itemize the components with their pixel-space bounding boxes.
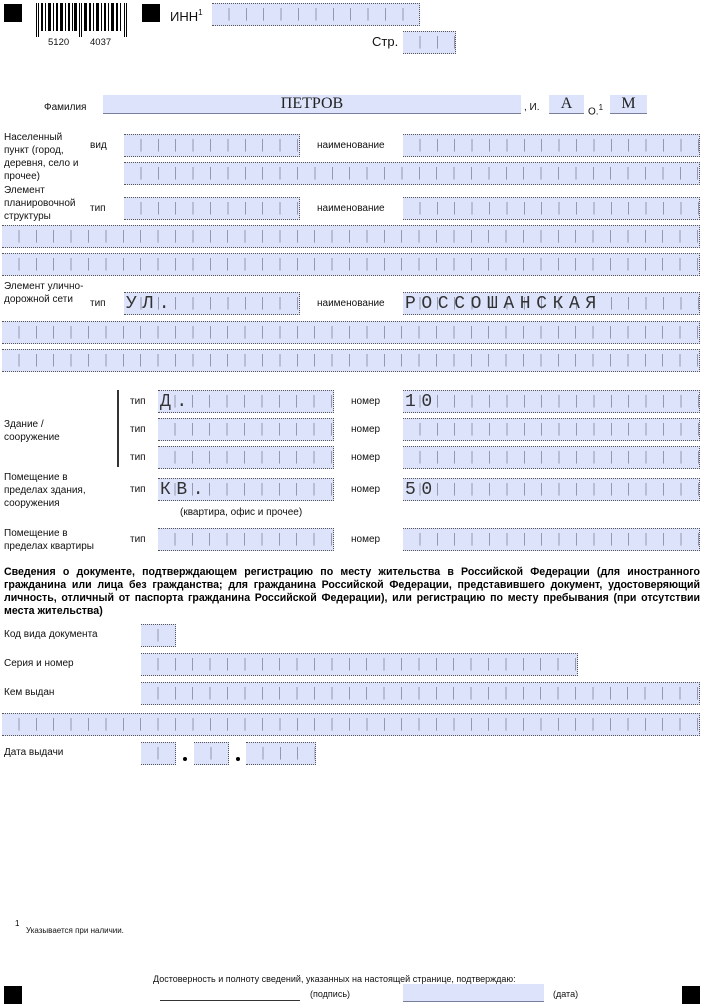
street-continuation-field-1[interactable] [2, 321, 700, 344]
date-separator-dot-2 [236, 757, 240, 761]
premises-type-field[interactable] [158, 478, 334, 501]
planning-structure-label: Элемент планировочной структуры [4, 185, 76, 222]
surname-value: ПЕТРОВ [280, 95, 344, 112]
settlement-name-label: наименование [317, 140, 385, 151]
premises-number-field[interactable] [403, 478, 700, 501]
street-name-field[interactable] [403, 292, 700, 315]
building-bracket-line [117, 390, 119, 467]
street-type-value: УЛ. [126, 294, 176, 314]
premises-hint: (квартира, офис и прочее) [180, 507, 303, 518]
planning-type-field[interactable] [124, 197, 300, 220]
confirmation-date-label: (дата) [553, 989, 579, 999]
room-number-field[interactable] [403, 528, 700, 551]
room-type-field[interactable] [158, 528, 334, 551]
street-type-label: тип [90, 298, 106, 309]
building-type-field-3[interactable] [158, 446, 334, 469]
document-issued-by-field[interactable] [141, 682, 700, 705]
premises-type-value: КВ. [160, 480, 210, 500]
document-code-field[interactable] [141, 624, 176, 647]
building-number-label-1: номер [351, 396, 381, 407]
street-name-value: РОССОШАНСКАЯ [405, 294, 602, 314]
settlement-name-continuation-field[interactable] [124, 162, 700, 185]
registration-marker-top-left [4, 4, 22, 22]
building-type-value-1: Д. [160, 392, 193, 412]
street-name-label: наименование [317, 298, 385, 309]
room-number-label: номер [351, 534, 381, 545]
initial-o-value: М [621, 95, 636, 112]
document-issued-by-continuation-field[interactable] [2, 713, 700, 736]
document-issued-by-label: Кем выдан [4, 687, 55, 698]
footnote-text: Указывается при наличии. [26, 926, 124, 935]
premises-type-label: тип [130, 484, 146, 495]
building-type-label-2: тип [130, 424, 146, 435]
street-element-label: Элемент улично-дорожной сети [4, 281, 84, 305]
planning-name-field[interactable] [403, 197, 700, 220]
initial-o-label-text: О. [588, 106, 599, 118]
registration-marker-top-mid [142, 4, 160, 22]
planning-continuation-field-2[interactable] [2, 253, 700, 276]
date-separator-dot-1 [183, 757, 187, 761]
page-number-field[interactable] [403, 31, 456, 54]
initial-i-label: , И. [524, 102, 540, 113]
signature-line[interactable] [160, 1000, 300, 1001]
building-number-label-3: номер [351, 452, 381, 463]
barcode-number-left: 5120 [48, 37, 70, 48]
signature-label: (подпись) [310, 989, 351, 999]
confirmation-text: Достоверность и полноту сведений, указанных на настоящей странице, подтверждаю: [153, 974, 516, 984]
surname-field[interactable] [103, 95, 521, 114]
building-number-field-3[interactable] [403, 446, 700, 469]
initial-o-footnote-ref: 1 [598, 103, 604, 112]
document-section-heading: Сведения о документе, подтверждающем регистрацию по месту жительства в Российской Федерации (для иностранного гражданина или лица без гражданства; для гражданина Российской Федерации, представившего документ, удостоверяющий личность, отличный от паспорта гражданина Российской Федерации), или регистрацию по месту пребывания (при отсутствии места жительства) [4, 566, 700, 617]
building-type-label-1: тип [130, 396, 146, 407]
inn-footnote-ref: 1 [198, 8, 203, 17]
premises-number-label: номер [351, 484, 381, 495]
initial-o-field[interactable] [610, 95, 647, 114]
inn-label [170, 6, 203, 23]
confirmation-date-field[interactable] [403, 984, 544, 1002]
issue-date-day-field[interactable] [141, 742, 176, 765]
initial-o-label [588, 101, 603, 118]
room-label: Помещение в пределах квартиры [4, 528, 94, 552]
inn-field[interactable] [212, 3, 420, 26]
surname-label: Фамилия [44, 102, 87, 113]
building-type-field-2[interactable] [158, 418, 334, 441]
street-continuation-field-2[interactable] [2, 349, 700, 372]
initial-i-value: А [560, 95, 573, 112]
premises-number-value: 50 [405, 480, 438, 500]
settlement-type-field[interactable] [124, 134, 300, 157]
document-series-field[interactable] [141, 653, 578, 676]
registration-marker-bottom-right [682, 986, 700, 1004]
building-label: Здание / сооружение [4, 419, 60, 443]
inn-label-text: ИНН [170, 9, 199, 24]
issue-date-month-field[interactable] [194, 742, 229, 765]
registration-marker-bottom-left [4, 986, 22, 1004]
issue-date-year-field[interactable] [246, 742, 316, 765]
page-label: Стр. [372, 34, 399, 49]
planning-name-label: наименование [317, 203, 385, 214]
initial-i-field[interactable] [549, 95, 584, 114]
barcode-number-right: 4037 [90, 37, 112, 48]
document-series-label: Серия и номер [4, 658, 74, 669]
barcode-icon [36, 3, 128, 37]
settlement-name-field[interactable] [403, 134, 700, 157]
document-issue-date-label: Дата выдачи [4, 747, 64, 758]
document-code-label: Код вида документа [4, 629, 98, 640]
planning-continuation-field-1[interactable] [2, 225, 700, 248]
settlement-type-label: вид [90, 140, 107, 151]
building-number-field-1[interactable] [403, 390, 700, 413]
building-type-field-1[interactable] [158, 390, 334, 413]
planning-type-label: тип [90, 203, 106, 214]
settlement-label: Населенный пункт (город, деревня, село и прочее) [4, 132, 79, 182]
building-type-label-3: тип [130, 452, 146, 463]
building-number-value-1: 10 [405, 392, 438, 412]
premises-label: Помещение в пределах здания, сооружения [4, 472, 86, 509]
room-type-label: тип [130, 534, 146, 545]
building-number-label-2: номер [351, 424, 381, 435]
street-type-field[interactable] [124, 292, 300, 315]
footnote-marker: 1 [15, 919, 20, 928]
building-number-field-2[interactable] [403, 418, 700, 441]
